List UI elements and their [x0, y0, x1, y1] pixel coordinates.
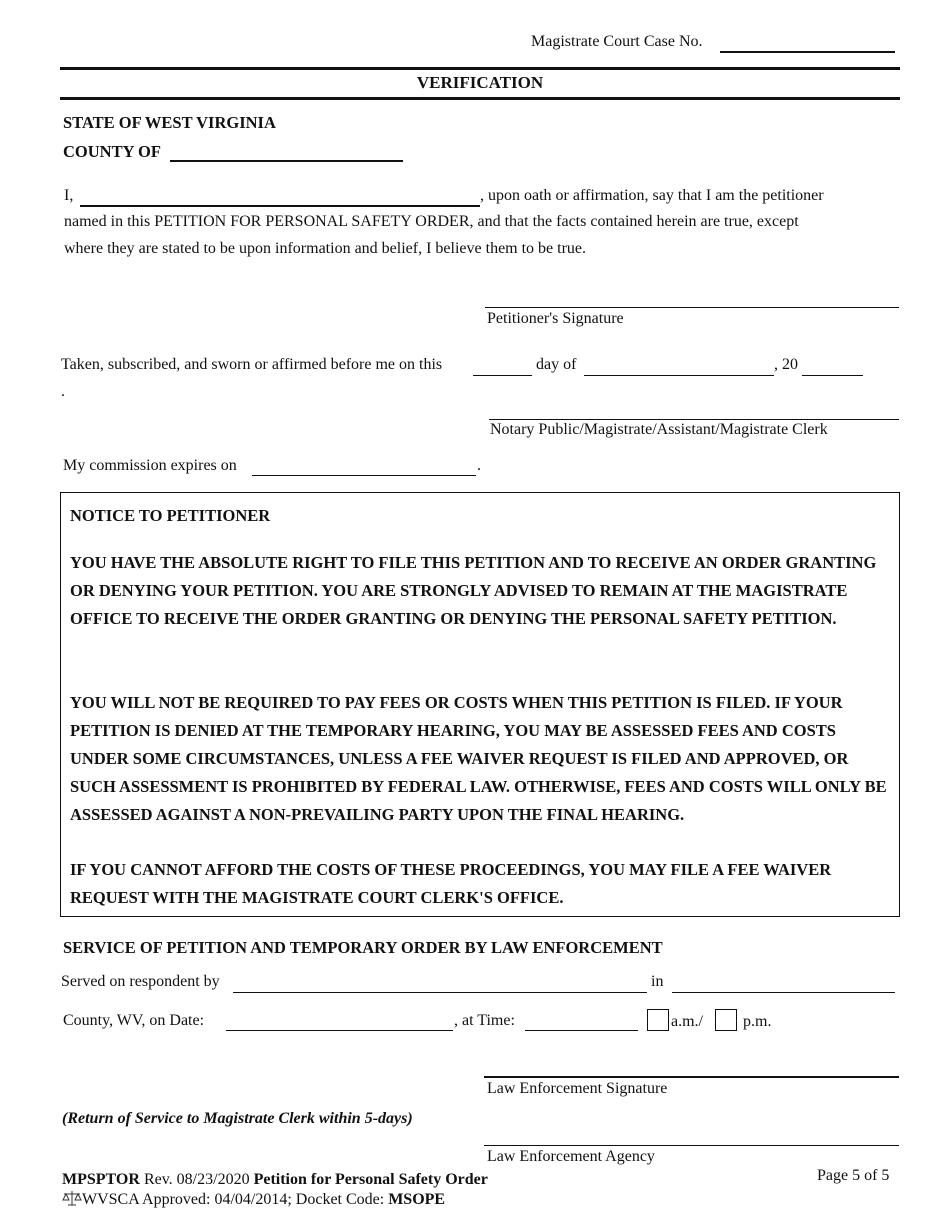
bottom-rule: [60, 97, 900, 100]
day-of-label: day of: [536, 356, 577, 373]
year-prefix: , 20: [774, 356, 798, 373]
at-time-label: , at Time:: [454, 1012, 515, 1029]
sworn-month-field[interactable]: [584, 375, 774, 376]
oath-prefix: I,: [64, 187, 74, 204]
petitioner-signature-field[interactable]: [485, 307, 899, 308]
footer-approved-line: [62, 1190, 445, 1209]
served-by-field[interactable]: [233, 992, 647, 993]
form-revision: Rev. 08/23/2020: [139, 1171, 254, 1188]
stray-period: .: [61, 383, 65, 400]
return-note: (Return of Service to Magistrate Clerk within 5-days): [62, 1110, 413, 1127]
le-signature-label: Law Enforcement Signature: [487, 1080, 668, 1097]
verification-title: VERIFICATION: [416, 73, 544, 92]
commission-date-field[interactable]: [252, 475, 476, 476]
notary-signature-field[interactable]: [489, 419, 899, 420]
notice-paragraph-1: YOU HAVE THE ABSOLUTE RIGHT TO FILE THIS PETITION AND TO RECEIVE AN ORDER GRANTING OR DENYING YOUR PETITION. YOU ARE STRONGLY ADVISED TO REMAIN AT THE MAGISTRATE OFFICE TO RECEIVE THE ORDER GRANTING OR DENYING THE PERSONAL SAFETY PETITION.: [70, 553, 877, 628]
le-agency-field[interactable]: [484, 1145, 899, 1146]
service-time-field[interactable]: [525, 1030, 638, 1031]
form-title: Petition for Personal Safety Order: [253, 1171, 488, 1188]
oath-line1-suffix: , upon oath or affirmation, say that I am the petitioner: [480, 187, 824, 204]
commission-period: .: [477, 457, 481, 474]
sworn-text: Taken, subscribed, and sworn or affirmed before me on this: [61, 356, 443, 373]
case-number-field[interactable]: [720, 51, 895, 53]
am-checkbox[interactable]: [647, 1009, 669, 1031]
petitioner-signature-label: Petitioner's Signature: [487, 310, 624, 327]
le-signature-field[interactable]: [484, 1076, 899, 1078]
county-field[interactable]: [170, 160, 403, 162]
scales-icon: [62, 1190, 82, 1206]
case-number-label: Magistrate Court Case No.: [531, 33, 703, 50]
docket-code: MSOPE: [388, 1191, 446, 1208]
notice-title: NOTICE TO PETITIONER: [70, 506, 271, 525]
pm-checkbox[interactable]: [715, 1009, 737, 1031]
sworn-year-field[interactable]: [802, 375, 863, 376]
served-county-field[interactable]: [672, 992, 895, 993]
notice-box: [60, 492, 900, 917]
top-rule: [60, 67, 900, 70]
served-by-label: Served on respondent by: [61, 973, 220, 990]
notice-paragraph-3: IF YOU CANNOT AFFORD THE COSTS OF THESE PROCEEDINGS, YOU MAY FILE A FEE WAIVER REQUEST WITH THE MAGISTRATE COURT CLERK'S OFFICE.: [70, 860, 832, 907]
footer-form-line: [62, 1171, 488, 1189]
oath-line3: where they are stated to be upon information and belief, I believe them to be true.: [64, 240, 587, 257]
pm-label: p.m.: [743, 1013, 772, 1030]
state-heading: STATE OF WEST VIRGINIA: [63, 113, 276, 132]
approved-text: WVSCA Approved: 04/04/2014; Docket Code:: [82, 1191, 389, 1208]
le-agency-label: Law Enforcement Agency: [487, 1148, 655, 1165]
form-code: MPSPTOR: [62, 1171, 140, 1188]
county-date-label: County, WV, on Date:: [63, 1012, 205, 1029]
am-label: a.m./: [671, 1013, 703, 1030]
sworn-day-field[interactable]: [473, 375, 532, 376]
county-label: COUNTY OF: [63, 142, 161, 161]
in-label: in: [651, 973, 664, 990]
commission-label: My commission expires on: [63, 457, 237, 474]
oath-line2: named in this PETITION FOR PERSONAL SAFETY ORDER, and that the facts contained herein are true, except: [64, 213, 799, 230]
service-title: SERVICE OF PETITION AND TEMPORARY ORDER BY LAW ENFORCEMENT: [63, 938, 663, 957]
service-date-field[interactable]: [226, 1030, 453, 1031]
notary-label: Notary Public/Magistrate/Assistant/Magistrate Clerk: [490, 421, 828, 438]
page-number: Page 5 of 5: [817, 1167, 890, 1184]
notice-paragraph-2: YOU WILL NOT BE REQUIRED TO PAY FEES OR COSTS WHEN THIS PETITION IS FILED. IF YOUR PETITION IS DENIED AT THE TEMPORARY HEARING, YOU MAY BE ASSESSED FEES AND COSTS UNDER SOME CIRCUMSTANCES, UNLESS A FEE WAIVER REQUEST IS FILED AND APPROVED, OR SUCH ASSESSMENT IS PROHIBITED BY FEDERAL LAW. OTHERWISE, FEES AND COSTS WILL ONLY BE ASSESSED AGAINST A NON-PREVAILING PARTY UPON THE FINAL HEARING.: [70, 693, 887, 824]
petitioner-name-field[interactable]: [80, 205, 480, 207]
